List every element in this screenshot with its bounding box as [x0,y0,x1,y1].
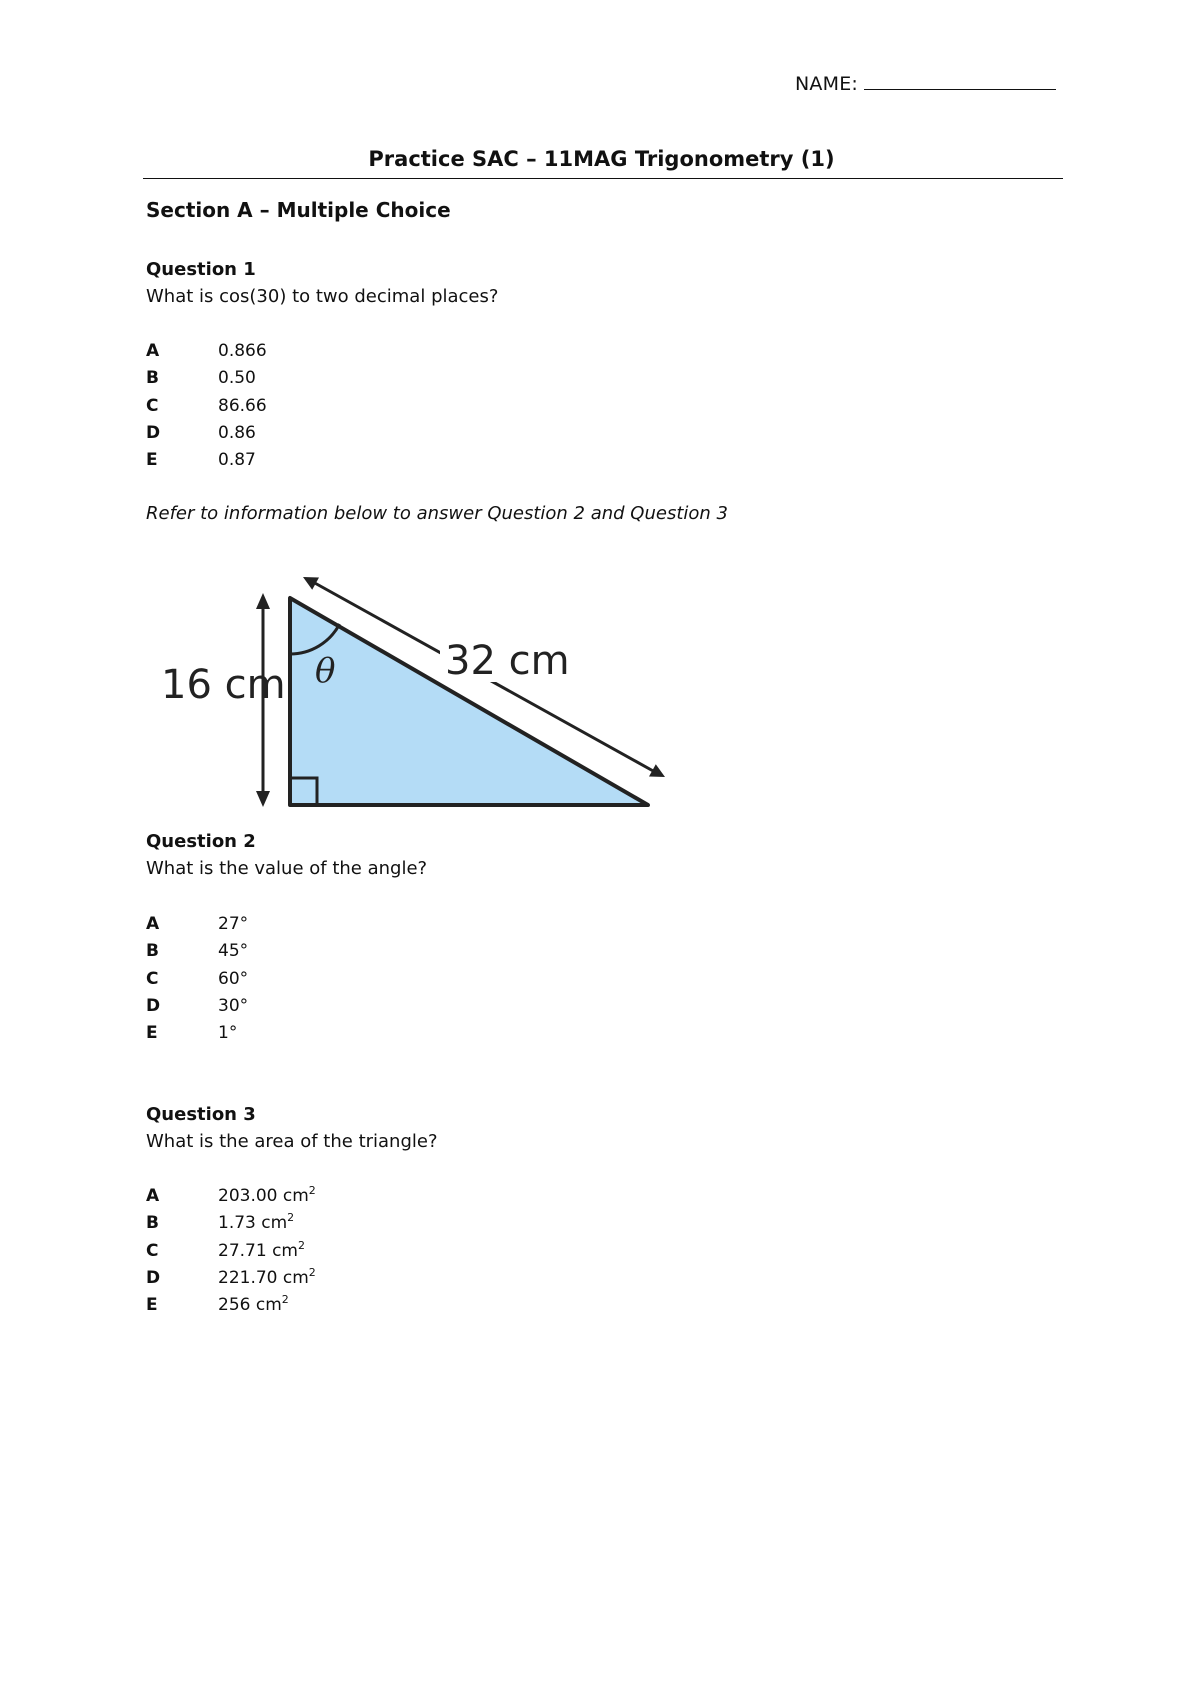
option-d[interactable] [146,1265,316,1292]
question-3-options [146,1183,316,1319]
question-1-heading: Question 1 [146,259,256,280]
question-2-prompt: What is the value of the angle? [146,858,428,879]
option-b[interactable] [146,365,267,392]
option-value: 27.71 $cm^2$ [218,1238,305,1261]
option-letter: C [146,395,159,416]
squared-superscript: 2 [308,1184,316,1197]
arrowhead-down [256,791,270,807]
squared-superscript: 2 [281,1293,289,1307]
option-e[interactable] [146,1020,248,1047]
question-2-options [146,911,248,1047]
vertical-side-label: 16 cm [161,662,286,708]
option-value: 221.70 $cm^2$ [218,1265,316,1288]
option-a[interactable] [146,338,267,365]
option-value: 0.866 [218,341,267,361]
option-a[interactable] [146,1183,316,1210]
option-value: 1.73 $cm^2$ [218,1211,295,1234]
option-value: 60° [218,968,249,989]
arrowhead-up [256,593,270,609]
option-letter: D [146,995,161,1016]
option-value: 30° [218,995,249,1016]
option-value: 86.66 [218,395,267,416]
name-field[interactable] [795,73,1056,95]
option-c[interactable] [146,393,267,420]
option-letter: C [146,968,159,989]
option-value: 45° [218,941,249,962]
option-e[interactable] [146,447,267,474]
option-d[interactable] [146,993,248,1020]
option-letter: E [146,1295,158,1316]
option-value: 256 $cm^2$ [218,1293,289,1316]
question-2-heading: Question 2 [146,831,256,852]
question-1-prompt: What is cos(30) to two decimal places? [146,286,499,307]
squared-superscript: 2 [287,1211,295,1225]
option-letter: B [146,1213,159,1234]
option-letter: A [146,341,160,361]
section-heading: Section A – Multiple Choice [146,198,451,222]
option-letter: B [146,941,159,962]
option-d[interactable] [146,420,267,447]
triangle-diagram [155,565,675,820]
option-letter: A [146,1186,160,1206]
title-divider [143,178,1063,179]
option-b[interactable] [146,938,248,965]
option-a[interactable] [146,911,248,938]
option-letter: A [146,914,160,934]
option-value: 203.00 $cm^2$ [218,1184,316,1206]
option-value: 27° [218,914,249,934]
option-letter: E [146,450,158,471]
right-triangle-shape [290,598,648,805]
option-letter: C [146,1240,159,1261]
squared-superscript: 2 [297,1238,305,1252]
option-b[interactable] [146,1210,316,1237]
question-3-heading: Question 3 [146,1104,256,1125]
question-1-options [146,338,267,474]
option-letter: E [146,1023,158,1044]
squared-superscript: 2 [308,1265,316,1279]
name-blank-line[interactable] [864,73,1056,90]
question-3-prompt: What is the area of the triangle? [146,1131,438,1152]
option-value: 0.86 [218,422,256,443]
option-value: 0.50 [218,368,256,389]
angle-theta-label: θ [315,651,336,691]
option-c[interactable] [146,1238,316,1265]
option-letter: D [146,1267,161,1288]
page-title: Practice SAC – 11MAG Trigonometry (1) [368,147,835,171]
option-letter: B [146,368,159,389]
option-value: 1° [218,1023,238,1044]
hypotenuse-label: 32 cm [445,638,570,684]
name-label: NAME: [795,73,859,95]
refer-note: Refer to information below to answer Question 2 and Question 3 [146,503,728,524]
option-c[interactable] [146,966,248,993]
option-e[interactable] [146,1292,316,1319]
option-value: 0.87 [218,450,256,471]
option-letter: D [146,422,161,443]
